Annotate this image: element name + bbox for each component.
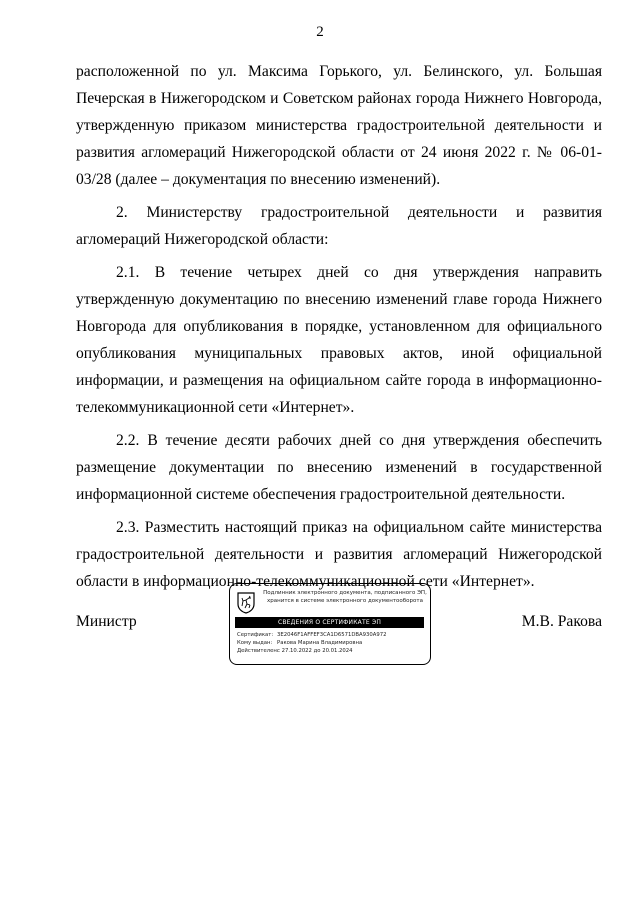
paragraph-continuation: расположенной по ул. Максима Горького, ул. Белинского, ул. Большая Печерская в Нижегородском и Советском районах города Нижнего Новгорода, утвержденную приказом министерства градостроительной деятельности и развития агломераций Нижегородской области от 24 июня 2022 г. № 06-01-03/28 (далее – документация по внесению изменений). <box>76 63 602 188</box>
paragraph-item-2-1: 2.1. В течение четырех дней со дня утверждения направить утвержденную документацию по внесению изменений главе города Нижнего Новгорода для опубликования в порядке, установленном для официального опубликования муниципальных правовых актов, иной официальной информации, и размещения на официальном сайте города в информационно-телекоммуникационной сети «Интернет». <box>76 264 602 416</box>
signer-name: М.В. Ракова <box>521 613 602 630</box>
stamp-issued-to-row <box>237 639 427 647</box>
stamp-notice-line-1: Подлинник электронного документа, подписанного ЭП, <box>263 590 427 596</box>
stamp-issued-to-label: Кому выдан: <box>237 640 273 646</box>
electronic-signature-stamp <box>229 583 431 665</box>
stamp-notice-line-2: хранится в системе электронного документооборота <box>267 598 423 604</box>
stamp-issued-to-value: Ракова Марина Владимировна <box>277 640 363 646</box>
stamp-validity-label: Действителен: <box>237 648 279 654</box>
paragraph-item-2: 2. Министерству градостроительной деятельности и развития агломераций Нижегородской области: <box>76 204 602 248</box>
stamp-certificate-row <box>237 631 427 639</box>
deer-emblem-icon <box>237 592 255 614</box>
page-number: 2 <box>316 24 324 40</box>
stamp-notice <box>262 589 428 605</box>
stamp-validity-row <box>237 647 427 655</box>
stamp-validity-value: с 27.10.2022 до 20.01.2024 <box>277 648 353 654</box>
stamp-certificate-details <box>237 631 427 655</box>
signer-title: Министр <box>76 613 137 630</box>
stamp-certificate-header: СВЕДЕНИЯ О СЕРТИФИКАТЕ ЭП <box>235 617 424 628</box>
paragraph-item-2-2: 2.2. В течение десяти рабочих дней со дня утверждения обеспечить размещение документации по внесению изменений в государственной информационной системе обеспечения градостроительной деятельности. <box>76 432 602 503</box>
document-body <box>76 58 602 595</box>
stamp-certificate-label: Сертификат: <box>237 632 274 638</box>
paragraph-item-2-3: 2.3. Разместить настоящий приказ на официальном сайте министерства градостроительной деятельности и развития агломераций Нижегородской области в информационно-телекоммуникационной сети «Интернет». <box>76 519 602 590</box>
stamp-certificate-value: 3E2046F1AFFEF3CA1D6571DBA930A972 <box>277 632 387 638</box>
